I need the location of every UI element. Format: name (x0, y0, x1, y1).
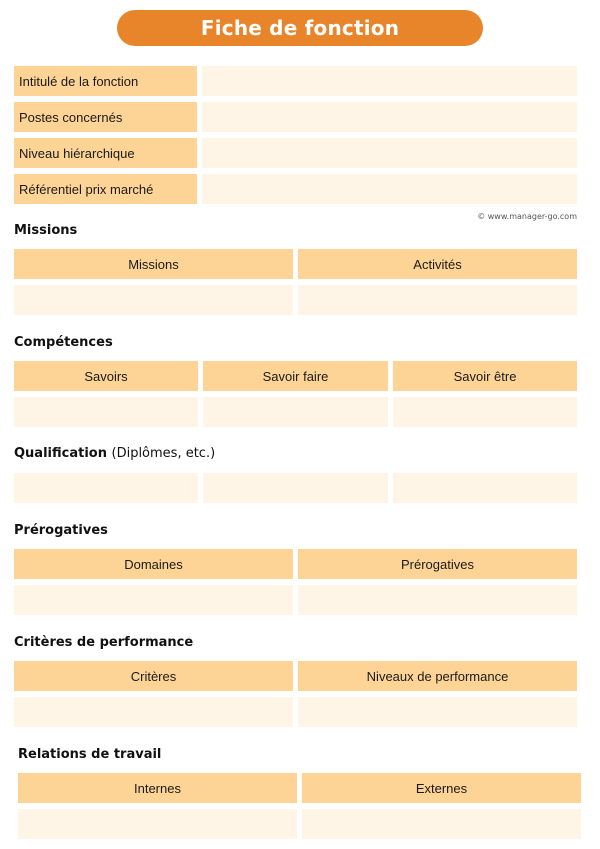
section-title-qualification (14, 446, 215, 461)
field-missions[interactable] (14, 285, 293, 315)
field-externes[interactable] (302, 809, 581, 839)
label-postes: Postes concernés (14, 102, 197, 132)
field-domaines[interactable] (14, 585, 293, 615)
field-qualification-1[interactable] (14, 473, 198, 503)
label-niveau: Niveau hiérarchique (14, 138, 197, 168)
header-activites: Activités (298, 249, 577, 279)
field-internes[interactable] (18, 809, 297, 839)
label-intitule: Intitulé de la fonction (14, 66, 197, 96)
header-domaines: Domaines (14, 549, 293, 579)
label-referentiel: Référentiel prix marché (14, 174, 197, 204)
qualification-note: (Diplômes, etc.) (111, 446, 216, 461)
field-qualification-2[interactable] (203, 473, 388, 503)
field-savoir-etre[interactable] (393, 397, 577, 427)
section-title-relations: Relations de travail (18, 747, 162, 762)
field-criteres[interactable] (14, 697, 293, 727)
header-savoir-faire: Savoir faire (203, 361, 388, 391)
header-savoir-etre: Savoir être (393, 361, 577, 391)
qualification-title: Qualification (14, 446, 107, 461)
header-missions: Missions (14, 249, 293, 279)
header-niveaux-performance: Niveaux de performance (298, 661, 577, 691)
field-activites[interactable] (298, 285, 577, 315)
field-qualification-3[interactable] (393, 473, 577, 503)
field-postes[interactable] (202, 102, 577, 132)
section-title-competences: Compétences (14, 335, 113, 350)
section-title-performance: Critères de performance (14, 635, 194, 650)
field-niveaux-performance[interactable] (298, 697, 577, 727)
header-internes: Internes (18, 773, 297, 803)
section-title-missions: Missions (14, 223, 78, 238)
field-referentiel[interactable] (202, 174, 577, 204)
header-externes: Externes (302, 773, 581, 803)
page-title: Fiche de fonction (117, 10, 483, 46)
field-niveau[interactable] (202, 138, 577, 168)
field-intitule[interactable] (202, 66, 577, 96)
header-criteres: Critères (14, 661, 293, 691)
header-prerogatives: Prérogatives (298, 549, 577, 579)
credit-text: © www.manager-go.com (477, 212, 577, 221)
header-savoirs: Savoirs (14, 361, 198, 391)
field-savoirs[interactable] (14, 397, 198, 427)
field-prerogatives[interactable] (298, 585, 577, 615)
section-title-prerogatives: Prérogatives (14, 523, 108, 538)
field-savoir-faire[interactable] (203, 397, 388, 427)
